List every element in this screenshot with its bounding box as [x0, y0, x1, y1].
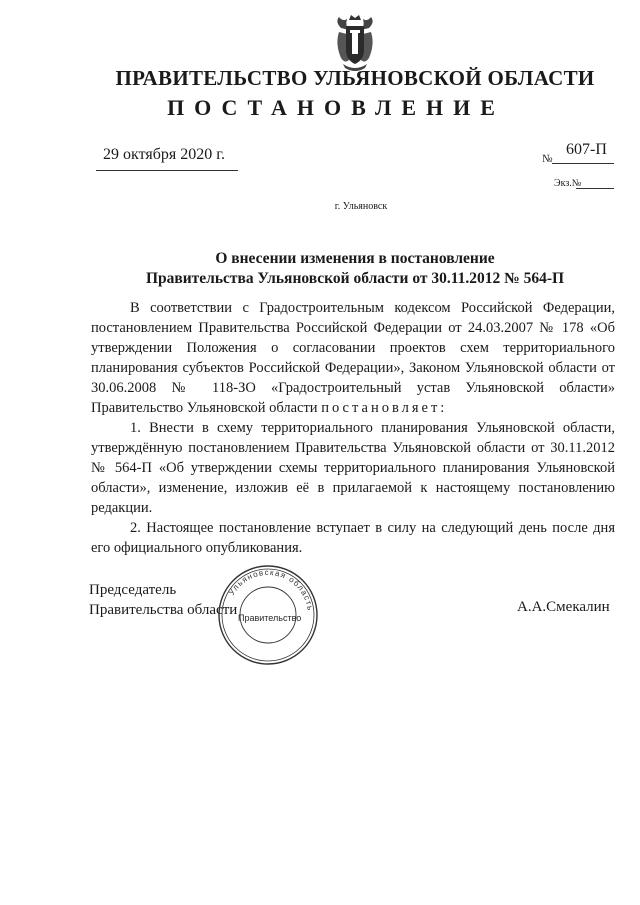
signatory-title-line-1: Председатель: [89, 582, 177, 598]
heading-line-2: Правительства Ульяновской области от 30.11.2012 № 564-П: [145, 270, 565, 287]
document-number: 607-П: [566, 141, 607, 158]
svg-text:Ульяновская область: Ульяновская область: [226, 567, 315, 612]
document-date: 29 октября 2020 г.: [103, 146, 225, 163]
signatory-name: А.А.Смекалин: [517, 599, 610, 615]
body-paragraph-item-1: 1. Внести в схему территориального планирования Ульяновской области, утверждённую постановлением Правительства Ульяновской области от 30.11.2012 № 564-П «Об утверждении схемы территориального планирования Ульяновской области», изменение, изложив её в прилагаемой к настоящему постановлению редакции.: [91, 420, 615, 516]
preamble-text: В соответствии с Градостроительным кодексом Российской Федерации, постановлением Правительства Российской Федерации от 24.03.2007 № 178 «Об утверждении Положения о согласовании проектов схем территориального планирования субъектов Российской Федерации», Законом Ульяновской области от 30.06.2008 № 118-ЗО «Градостроительный устав Ульяновской области» Правительство Ульяновской области: [91, 300, 615, 416]
number-sign: №: [542, 153, 553, 165]
copy-number-label: Экз.№: [554, 178, 582, 189]
body-paragraph-item-2: 2. Настоящее постановление вступает в силу на следующий день после дня его официального опубликования.: [91, 520, 615, 556]
document-body: [91, 298, 615, 558]
government-title: ПРАВИТЕЛЬСТВО УЛЬЯНОВСКОЙ ОБЛАСТИ: [115, 66, 595, 90]
date-underline: [96, 170, 238, 171]
signatory-title-line-2: Правительства области: [89, 602, 238, 618]
stamp-center-text: Правительство: [238, 613, 302, 623]
copy-number-underline: [576, 188, 614, 189]
document-type-title: ПОСТАНОВЛЕНИЕ: [167, 95, 505, 120]
decree-word: постановляет:: [321, 400, 448, 416]
document-heading: [0, 249, 640, 289]
body-paragraph-preamble: [91, 298, 615, 418]
document-city: г. Ульяновск: [334, 201, 388, 212]
heading-line-1: О внесении изменения в постановление: [215, 250, 495, 267]
number-underline: [552, 163, 614, 164]
coat-of-arms-emblem: [331, 14, 379, 72]
